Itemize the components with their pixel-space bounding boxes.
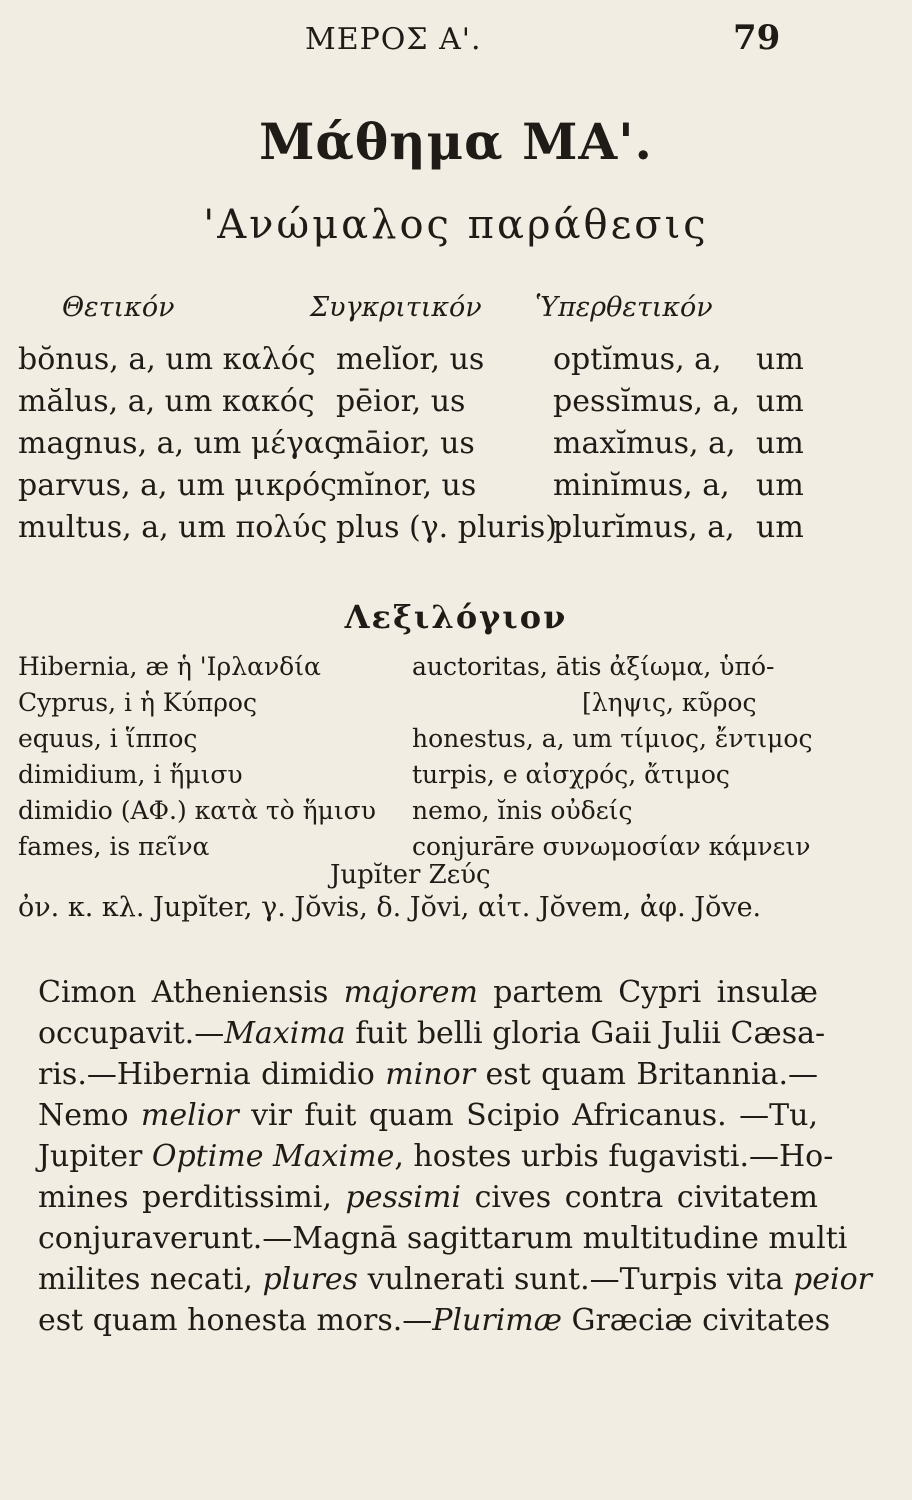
comparative-form: mĭnor, us — [336, 468, 477, 503]
positive-form: magnus, a, um μέγας — [18, 426, 341, 461]
emphasized-word: Optime Maxime — [151, 1139, 395, 1174]
exercise-text-run: conjuraverunt.—Magnā sagittarum multitudine multi — [38, 1221, 848, 1256]
exercise-text-run: est quam honesta mors.— — [38, 1303, 433, 1338]
comparative-form: māior, us — [336, 426, 475, 461]
column-head-superlative: Ὑπερθετικόν — [535, 292, 713, 323]
vocabulary-entry: honestus, a, um τίμιος, ἔντιμος — [412, 724, 813, 753]
vocabulary-entry-continuation: [ληψις, κῦρος — [582, 688, 757, 717]
vocabulary-entry: fames, is πεῖνα — [18, 832, 210, 861]
exercise-text-run: Græciæ civitates — [561, 1303, 831, 1338]
emphasized-word: peior — [793, 1262, 873, 1297]
emphasized-word: majorem — [343, 975, 478, 1010]
exercise-line — [38, 1136, 834, 1177]
exercise-line — [38, 1054, 818, 1095]
emphasized-word: pessimi — [345, 1180, 461, 1215]
vocabulary-title: Λεξιλόγιον — [344, 598, 568, 636]
vocabulary-entry: equus, i ἵππος — [18, 724, 198, 753]
exercise-text-run: Cimon Atheniensis — [38, 975, 344, 1010]
superlative-form: plurĭmus, a, — [553, 510, 735, 545]
positive-form: multus, a, um πολύς — [18, 510, 328, 545]
emphasized-word: plures — [262, 1262, 359, 1297]
exercise-line — [38, 1095, 818, 1136]
exercise-text-run: partem Cypri insulæ — [477, 975, 818, 1010]
exercise-line — [38, 1218, 848, 1259]
exercise-line — [38, 1013, 826, 1054]
superlative-ending: um — [756, 468, 804, 503]
vocabulary-entry: dimidium, i ἥμισυ — [18, 760, 243, 789]
comparative-form: melĭor, us — [336, 342, 485, 377]
exercise-text-run: vir fuit quam Scipio Africanus. —Tu, — [238, 1098, 818, 1133]
lesson-title: Μάθημα ΜΑ'. — [259, 112, 653, 171]
exercise-text-run: Jupiter — [38, 1139, 152, 1174]
exercise-text-run: Nemo — [38, 1098, 141, 1133]
column-head-positive: Θετικόν — [62, 292, 175, 323]
superlative-form: maxĭmus, a, — [553, 426, 736, 461]
exercise-text-run: fuit belli gloria Gaii Julii Cæsa- — [345, 1016, 826, 1051]
superlative-ending: um — [756, 426, 804, 461]
superlative-form: pessĭmus, a, — [553, 384, 741, 419]
vocabulary-entry: Hibernia, æ ἡ 'Ιρλανδία — [18, 652, 321, 681]
positive-form: parvus, a, um μικρός — [18, 468, 337, 503]
exercise-text-run: cives contra civitatem — [460, 1180, 819, 1215]
vocabulary-entry: dimidio (ΑΦ.) κατὰ τὸ ἥμισυ — [18, 796, 376, 825]
superlative-form: minĭmus, a, — [553, 468, 730, 503]
exercise-text-run: mines perditissimi, — [38, 1180, 346, 1215]
vocabulary-entry-jupiter: Jupĭter Ζεύς — [330, 860, 491, 890]
emphasized-word: Plurimæ — [432, 1303, 562, 1338]
column-head-comparative: Συγκριτικόν — [310, 292, 482, 323]
vocabulary-entry: auctoritas, ātis ἀξίωμα, ὑπό- — [412, 652, 775, 681]
exercise-line — [38, 1300, 831, 1341]
vocabulary-entry: turpis, e αἰσχρός, ἄτιμος — [412, 760, 730, 789]
emphasized-word: melior — [140, 1098, 239, 1133]
vocabulary-entry: Cyprus, i ἡ Κύπρος — [18, 688, 257, 717]
comparative-form: plus (γ. pluris) — [336, 510, 557, 545]
positive-form: bŏnus, a, um καλός — [18, 342, 316, 377]
exercise-line — [38, 972, 818, 1013]
emphasized-word: Maxima — [224, 1016, 346, 1051]
superlative-ending: um — [756, 384, 804, 419]
vocabulary-entry: nemo, ĭnis οὐδείς — [412, 796, 633, 825]
exercise-text-run: est quam Britannia.— — [475, 1057, 818, 1092]
exercise-text-run: occupavit.— — [38, 1016, 225, 1051]
running-head: ΜΕΡΟΣ Α'. — [305, 22, 482, 57]
exercise-text-run: , hostes urbis fugavisti.—Ho- — [394, 1139, 834, 1174]
positive-form: mălus, a, um κακός — [18, 384, 315, 419]
section-title: 'Ανώμαλος παράθεσις — [203, 202, 709, 248]
exercise-text — [38, 972, 873, 1341]
superlative-form: optĭmus, a, — [553, 342, 722, 377]
declension-line: ὀν. κ. κλ. Jupĭter, γ. Jŏvis, δ. Jŏvi, αἰτ. Jŏvem, ἀφ. Jŏve. — [18, 892, 762, 923]
exercise-text-run: ris.—Hibernia dimidio — [38, 1057, 386, 1092]
exercise-line — [38, 1259, 873, 1300]
vocabulary-entry: conjurāre συνωμοσίαν κάμνειν — [412, 832, 811, 861]
superlative-ending: um — [756, 510, 804, 545]
superlative-ending: um — [756, 342, 804, 377]
emphasized-word: minor — [385, 1057, 476, 1092]
comparative-form: pēior, us — [336, 384, 466, 419]
exercise-line — [38, 1177, 818, 1218]
exercise-text-run: milites necati, — [38, 1262, 263, 1297]
exercise-text-run: vulnerati sunt.—Turpis vita — [358, 1262, 794, 1297]
page-number: 79 — [733, 18, 781, 58]
